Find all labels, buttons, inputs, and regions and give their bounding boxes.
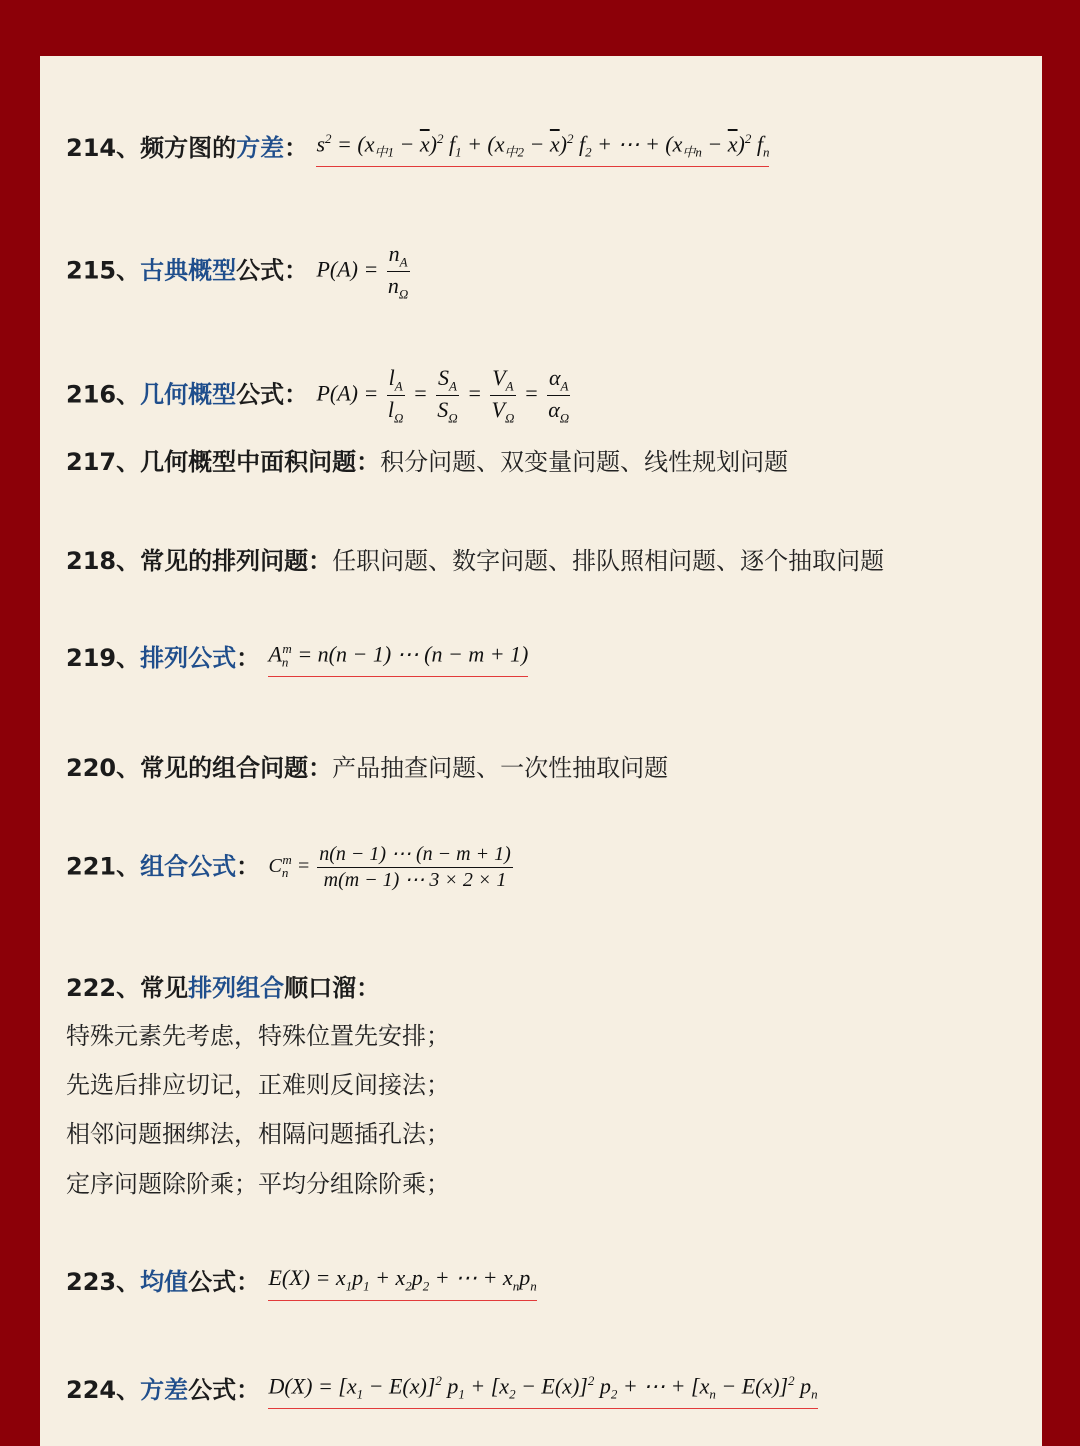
item-text: 产品抽查问题、一次性抽取问题	[332, 754, 669, 782]
item-title-highlight: 几何概型	[140, 380, 237, 409]
item-title: 常见的排列问题：	[140, 547, 333, 575]
formula-221	[66, 844, 515, 891]
combination-formula: $C_n^m$ = $\frac{n(n - 1) \cdots (n - m + 1)}{m(m - 1) \cdots 3 \times 2 \times 1}$	[268, 843, 511, 891]
item-number: 224、	[66, 1376, 141, 1404]
item-222	[66, 968, 380, 1003]
verse-line: 特殊元素先考虑，特殊位置先安排；	[66, 1022, 450, 1050]
verse-line: 定序问题除阶乘；平均分组除阶乘；	[66, 1170, 450, 1198]
item-number: 222、	[66, 974, 141, 1002]
item-number: 214、	[66, 134, 141, 162]
formula-215	[66, 242, 412, 301]
formula-224	[66, 1370, 818, 1409]
item-number: 221、	[66, 852, 141, 881]
item-title-highlight: 方差	[140, 1376, 189, 1404]
colon: ：	[236, 852, 261, 881]
item-220	[66, 748, 668, 783]
item-title: 公式：	[188, 1376, 261, 1404]
item-title: 公式：	[188, 1268, 261, 1296]
geometric-probability-formula: P(A) = $\frac{l_A}{l_\Omega}$ = $\frac{S_A}{S_\Omega}$ = $\frac{V_A}{V_\Omega}$ = $\frac{\alpha_A}{\alpha_\Omega}$	[316, 365, 570, 426]
item-title-highlight: 排列组合	[188, 974, 285, 1002]
item-218	[66, 541, 884, 576]
item-number: 218、	[66, 547, 141, 575]
item-title-highlight: 古典概型	[140, 256, 237, 285]
item-number: 219、	[66, 644, 141, 672]
item-number: 217、	[66, 448, 141, 476]
item-text: 积分问题、双变量问题、线性规划问题	[380, 448, 789, 476]
item-title: 常见的组合问题：	[140, 754, 333, 782]
classical-probability-formula: P(A) = $\frac{n_A}{n_\Omega}$	[316, 241, 409, 302]
colon: ：	[236, 644, 261, 672]
item-title-highlight: 组合公式	[140, 852, 237, 881]
verse-line: 先选后排应切记，正难则反间接法；	[66, 1071, 450, 1099]
frequency-variance-formula: $s^2 = (x_{中1} - \overline{x})^2$ $f_1 + (x_{中2} - \overline{x})^2$ $f_2$ + ⋯ + $(x_{中n} - \overline{x})^2$ $f_n$	[316, 131, 769, 168]
item-number: 220、	[66, 754, 141, 782]
item-title: 常见	[140, 974, 189, 1002]
formula-214	[66, 128, 769, 167]
content-page	[40, 56, 1042, 1446]
item-title-highlight: 方差	[236, 134, 285, 162]
item-title: 几何概型中面积问题：	[140, 448, 381, 476]
item-number: 216、	[66, 380, 141, 409]
colon: ：	[284, 134, 309, 162]
variance-formula: $D(X) = [x_1 - E(x)]^2$ $p_1 + [x_2 - E(x)]^2$ $p_2$ + ⋯ + $[x_n - E(x)]^2$ $p_n$	[268, 1373, 817, 1410]
item-title-highlight: 均值	[140, 1268, 189, 1296]
item-number: 223、	[66, 1268, 141, 1296]
item-text: 任职问题、数字问题、排队照相问题、逐个抽取问题	[332, 547, 885, 575]
item-217	[66, 442, 788, 477]
permutation-formula: $A_n^m = n(n - 1)$ ⋯ (n − m + 1)	[268, 641, 528, 678]
item-title: 频方图的	[140, 134, 237, 162]
item-title: 顺口溜：	[284, 974, 381, 1002]
formula-219	[66, 638, 528, 677]
verse-line: 相邻问题捆绑法，相隔问题插孔法；	[66, 1120, 450, 1148]
item-title: 公式：	[236, 380, 309, 409]
item-title-highlight: 排列公式	[140, 644, 237, 672]
formula-216	[66, 366, 573, 425]
item-title: 公式：	[236, 256, 309, 285]
item-number: 215、	[66, 256, 141, 285]
formula-223	[66, 1262, 537, 1301]
expectation-formula: $E(X) = x_1p_1 + x_2p_2$ + ⋯ + $x_np_n$	[268, 1265, 536, 1301]
